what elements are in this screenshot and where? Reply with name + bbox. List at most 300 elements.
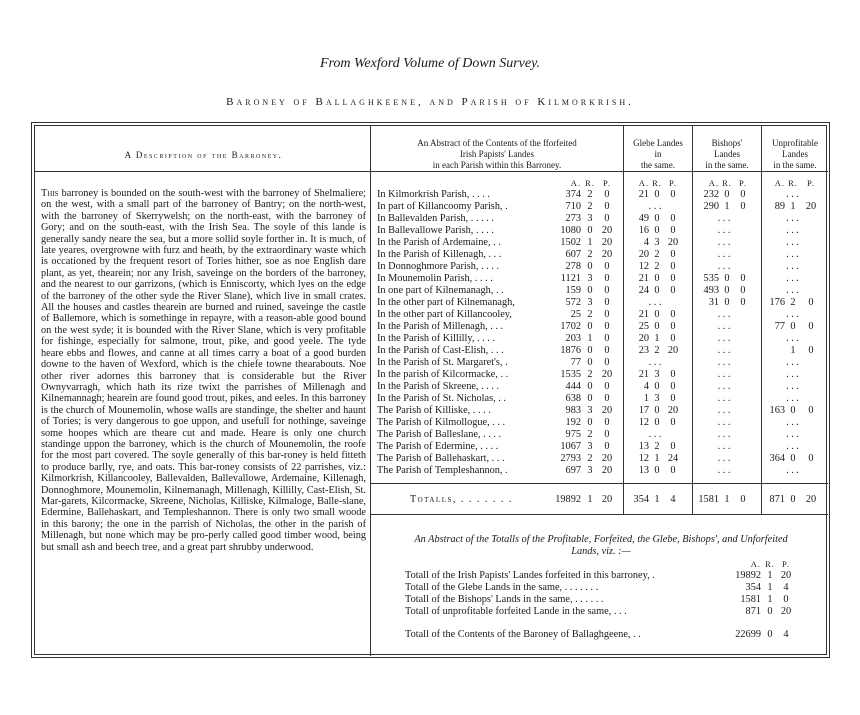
irish-acres: 1535 — [560, 369, 581, 381]
glebe-perches: 20 — [667, 237, 679, 249]
unprof-dots: . . . — [786, 393, 799, 405]
glebe-acres: 12 — [638, 261, 649, 273]
bishops-perches: 0 — [740, 297, 746, 309]
parish-name: In the other part of Kilnemanagh, — [377, 297, 515, 309]
summary-row-acres: 354 — [745, 582, 761, 593]
irish-perches: 0 — [604, 429, 610, 441]
bishops-perches: 0 — [740, 189, 746, 200]
glebe-roods: 1 — [654, 333, 660, 345]
irish-roods: 3 — [587, 213, 593, 225]
abstract-column-heading — [372, 138, 622, 171]
glebe-heading-line: in — [654, 149, 662, 159]
summary-row-perches: 4 — [783, 582, 789, 593]
irish-roods: 0 — [587, 393, 593, 405]
total-bishops-acres: 1581 — [698, 494, 719, 505]
summary-heading — [372, 534, 830, 558]
unit-acres: A. — [774, 178, 785, 188]
summary-row-acres: 871 — [745, 606, 761, 617]
bishops-dots: . . . — [717, 441, 731, 453]
unprof-roods: 0 — [790, 453, 796, 465]
bishops-roods: 1 — [724, 201, 730, 213]
bishops-dots: . . . — [717, 213, 731, 225]
abstract-heading-line: An Abstract of the Contents of the fforfeited — [417, 138, 577, 148]
unprof-dots: . . . — [786, 333, 799, 345]
unprof-dots: . . . — [786, 417, 799, 429]
bishops-perches: 0 — [740, 285, 746, 297]
unprof-dots: . . . — [786, 249, 799, 261]
total-irish-roods: 1 — [587, 494, 593, 505]
bishops-acres: 535 — [703, 273, 719, 285]
glebe-perches: 24 — [667, 453, 679, 465]
irish-perches: 20 — [601, 369, 613, 381]
parish-name: The Parish of Killiske, . . . . — [377, 405, 491, 417]
glebe-perches: 20 — [667, 345, 679, 357]
glebe-roods: 0 — [654, 309, 660, 321]
summary-row-label: Totall of unprofitable forfeited Lande in the same, . . . — [405, 606, 627, 617]
unit-roods: R. — [585, 178, 595, 188]
irish-roods: 0 — [587, 261, 593, 273]
glebe-acres: 49 — [638, 213, 649, 225]
irish-perches: 0 — [604, 309, 610, 321]
parish-name: In part of Killancoomy Parish, . — [377, 201, 508, 213]
parish-name: The Parish of Kilmollogue, . . . — [377, 417, 506, 429]
glebe-roods: 0 — [654, 285, 660, 297]
glebe-roods: 2 — [654, 441, 660, 453]
parish-name: In the Parish of Millenagh, . . . — [377, 321, 504, 333]
bishops-perches: 0 — [740, 273, 746, 285]
glebe-acres: 23 — [638, 345, 649, 357]
bishops-dots: . . . — [717, 465, 731, 477]
irish-perches: 0 — [604, 345, 610, 357]
unprof-roods: 1 — [790, 345, 796, 357]
unprof-perches: 0 — [808, 405, 814, 417]
unprof-roods: 2 — [790, 297, 796, 309]
bishops-dots: . . . — [717, 321, 731, 333]
glebe-acres: 20 — [638, 249, 649, 261]
summary-row-roods: 1 — [767, 582, 773, 593]
irish-acres: 983 — [565, 405, 581, 417]
unit-roods: R. — [722, 178, 732, 188]
unprofitable-column-heading — [762, 138, 828, 171]
bishops-roods: 0 — [724, 297, 730, 309]
unprofitable-heading-line: Landes — [782, 149, 808, 159]
bishops-heading-line: in the same. — [705, 160, 749, 170]
irish-perches: 20 — [601, 453, 613, 465]
unprof-dots: . . . — [786, 465, 799, 477]
glebe-perches: 0 — [670, 261, 676, 273]
irish-roods: 3 — [587, 441, 593, 453]
bishops-dots: . . . — [717, 429, 731, 441]
irish-acres: 77 — [570, 357, 581, 369]
parish-name: In Ballevallowe Parish, . . . . — [377, 225, 494, 237]
glebe-perches: 0 — [670, 273, 676, 285]
unprof-dots: . . . — [786, 189, 799, 200]
parish-name: In the Parish of Ardemaine, . . — [377, 237, 501, 249]
bishops-dots: . . . — [717, 261, 731, 273]
irish-perches: 0 — [604, 261, 610, 273]
irish-perches: 0 — [604, 273, 610, 285]
unprofitable-heading-line: Unprofitable — [772, 138, 818, 148]
glebe-dots: . . . — [648, 201, 662, 213]
totals-label: Totalls, . . . . . . . — [410, 494, 513, 505]
irish-perches: 0 — [604, 201, 610, 213]
glebe-perches: 0 — [670, 309, 676, 321]
parish-name: In Donnoghmore Parish, . . . . — [377, 261, 500, 273]
unprof-perches: 20 — [805, 201, 817, 213]
total-glebe-perches: 4 — [670, 494, 676, 505]
irish-roods: 0 — [587, 417, 593, 429]
description-heading: A Description of the Barroney. — [124, 150, 283, 160]
irish-perches: 0 — [604, 441, 610, 453]
unprof-dots: . . . — [786, 441, 799, 453]
page-title: From Wexford Volume of Down Survey. — [319, 56, 541, 71]
parish-name: The Parish of Edermine, . . . . — [377, 441, 499, 453]
divider-bishops — [692, 126, 693, 514]
unprof-acres: 364 — [769, 453, 785, 465]
irish-perches: 20 — [601, 405, 613, 417]
description-body: barroney is bounded on the south-west with the barroney of Shelmaliere; on the west, with a small part of the barroney of Bantry; on the north-west, with the barroney of Skerrywelsh; on the north-east, with the barroney of Gory; and on the south-east, with the Irish Sea. The soyle of this lande is generally sandy neare the sea, but a more sollid soyle forther in. It is much, of late yeares, overgrowne with furz and heath, by the extraordinary waste which is occationed by the frequent resort of Tories hither, soe as noe English dare plant, as yet, thearein; nor any Irish, saveinge on the borders of the barroney, and the nearest to our garrizons, (which is Enniscorty, which lyes on the edge of the barroney of the other syde the River Slane), which live in small crates. All the houses and castles thearein are burned and ruined, saveinge the castle of Ballemore, which is somethinge in repayre, with a reason-able good bound on the west syde; it is bounded with the River Slane, which is very profitable for fishinge, especially for salmone, trout, pike, and good yeele. The tyde heare ebbs and flowes, and canne at all times carry a boat of a good burden downe to the haven of Wexford, which is the chiefe towne thearabouts. Noe other river adornes this barroney that is considerable but the River Ownyvarragh, which hath its rize twixt the parrishes of Millenagh and Kilnemannagh; hearein are found good trout, pikes, and eeles. In this barroney is the church of Mounemolin, whose walls are standinge, the shelter and haunt of Tories; is very dangerous to goe uppon, and usefull for nothinge, saveinge some hoopes which are theare cut and made. Heare is only one church standinge uppon the barroney, which is the church of Mounemolin, the roofe for the most part covered. The soyle generally of this bar-roney is held fitteth to produce barlly, rye, and oats. This bar-roney consists of 22 parrishes, viz.: Kilmorkrish, Killancooley, Ballevalden, Ballevallowe, Ardemaine, Killenagh, Donnoghmore, Mounemolin, Kilnemanagh, Millenagh, Killilly, Cast-Elish, St. Mar-garets, Kilcormacke, Skreene, Nicholas, Killiske, Kilmaloge, Balle-slane, Edermine, Ballehaskart, and Templeshannon. There is only two small woode in this barony; the one in the parrish of Nicholas, the other in the parish of Millenagh, but none which may be pro-perly called good timber wood, being but small ash and beech tree, and a great part shrubby underwood. — [41, 188, 366, 553]
unprof-dots: . . . — [786, 225, 799, 237]
glebe-acres: 25 — [638, 321, 649, 333]
total-glebe-acres: 354 — [633, 494, 649, 505]
glebe-acres: 17 — [638, 405, 649, 417]
bishops-dots: . . . — [717, 369, 731, 381]
glebe-perches: 0 — [670, 441, 676, 453]
divider-glebe — [623, 126, 624, 514]
unprof-dots: . . . — [786, 273, 799, 285]
irish-acres: 638 — [565, 393, 581, 405]
irish-acres: 710 — [565, 201, 581, 213]
irish-roods: 2 — [587, 429, 593, 441]
irish-roods: 0 — [587, 321, 593, 333]
irish-acres: 374 — [565, 189, 581, 200]
irish-roods: 2 — [587, 453, 593, 465]
summary-row-perches: 0 — [783, 594, 789, 605]
unprof-perches: 0 — [808, 453, 814, 465]
bishops-dots: . . . — [717, 381, 731, 393]
irish-acres: 975 — [565, 429, 581, 441]
unprof-acres: 176 — [769, 297, 785, 309]
glebe-roods: 2 — [654, 249, 660, 261]
bishops-dots: . . . — [717, 345, 731, 357]
irish-acres: 1702 — [560, 321, 581, 333]
bishops-heading-line: Landes — [714, 149, 740, 159]
summary-row-roods: 1 — [767, 570, 773, 581]
glebe-perches: 0 — [670, 381, 676, 393]
irish-roods: 0 — [587, 381, 593, 393]
irish-perches: 0 — [604, 285, 610, 297]
irish-acres: 203 — [565, 333, 581, 345]
glebe-roods: 0 — [654, 417, 660, 429]
glebe-dots: . . . — [648, 297, 662, 309]
unit-roods: R. — [652, 178, 662, 188]
irish-acres: 1080 — [560, 225, 581, 237]
irish-roods: 0 — [587, 357, 593, 369]
irish-acres: 2793 — [560, 453, 581, 465]
irish-roods: 3 — [587, 465, 593, 477]
irish-acres: 1876 — [560, 345, 581, 357]
glebe-heading-line: Glebe Landes — [633, 138, 683, 148]
parish-name: In the Parish of Killenagh, . . . — [377, 249, 502, 261]
page-subtitle: Baroney of Ballaghkeene, and Parish of Kilmorkrish. — [226, 96, 634, 108]
total-bishops-roods: 1 — [724, 494, 730, 505]
glebe-perches: 0 — [670, 285, 676, 297]
parish-name: In Kilmorkrish Parish, . . . . — [377, 189, 490, 200]
irish-acres: 444 — [565, 381, 581, 393]
irish-acres: 278 — [565, 261, 581, 273]
unit-acres: A. — [570, 178, 581, 188]
unprof-dots: . . . — [786, 357, 799, 369]
glebe-acres: 1 — [643, 393, 649, 405]
bishops-dots: . . . — [717, 405, 731, 417]
unprof-dots: . . . — [786, 309, 799, 321]
unit-perches: P. — [603, 178, 611, 188]
irish-perches: 0 — [604, 357, 610, 369]
glebe-acres: 4 — [643, 381, 649, 393]
parish-name: In the Parish of Cast-Elish, . . . — [377, 345, 504, 357]
bishops-dots: . . . — [717, 249, 731, 261]
glebe-roods: 3 — [654, 393, 660, 405]
glebe-dots: . . . — [648, 357, 662, 369]
irish-perches: 0 — [604, 213, 610, 225]
glebe-acres: 21 — [638, 189, 649, 200]
glebe-roods: 2 — [654, 261, 660, 273]
irish-perches: 0 — [604, 393, 610, 405]
total-unprof-acres: 871 — [769, 494, 785, 505]
unprof-acres: 77 — [774, 321, 785, 333]
unit-roods: R. — [788, 178, 798, 188]
summary-row-acres: 19892 — [735, 570, 761, 581]
bishops-dots: . . . — [717, 417, 731, 429]
summary-unit-perches: P. — [782, 559, 790, 569]
unprof-acres: 163 — [769, 405, 785, 417]
glebe-perches: 0 — [670, 225, 676, 237]
unprof-dots: . . . — [786, 213, 799, 225]
irish-roods: 1 — [587, 333, 593, 345]
summary-row-label: Totall of the Bishops' Lands in the same, . . . . . . — [405, 594, 604, 605]
glebe-perches: 0 — [670, 213, 676, 225]
grand-total-label: Totall of the Contents of the Baroney of Ballaghgeene, . . — [405, 629, 641, 640]
unit-perches: P. — [807, 178, 815, 188]
irish-acres: 607 — [565, 249, 581, 261]
unprof-acres: 89 — [774, 201, 785, 213]
survey-table — [34, 125, 827, 655]
unit-acres: A. — [708, 178, 719, 188]
bishops-heading-line: Bishops' — [711, 138, 743, 148]
glebe-acres: 21 — [638, 273, 649, 285]
irish-perches: 0 — [604, 417, 610, 429]
unprof-perches: 0 — [808, 345, 814, 357]
parish-name: In one part of Kilnemanagh, . . — [377, 285, 504, 297]
divider-header — [35, 171, 828, 172]
glebe-perches: 0 — [670, 333, 676, 345]
grand-total-roods: 0 — [767, 629, 773, 640]
unprof-dots: . . . — [786, 285, 799, 297]
total-glebe-roods: 1 — [654, 494, 660, 505]
glebe-roods: 0 — [654, 273, 660, 285]
unprof-dots: . . . — [786, 429, 799, 441]
description-lead: This — [41, 188, 59, 199]
glebe-heading-line: the same. — [641, 160, 675, 170]
unprof-dots: . . . — [786, 261, 799, 273]
glebe-roods: 3 — [654, 369, 660, 381]
parish-name: In the Parish of St. Nicholas, . . — [377, 393, 506, 405]
irish-perches: 20 — [601, 237, 613, 249]
irish-acres: 697 — [565, 465, 581, 477]
glebe-acres: 21 — [638, 369, 649, 381]
glebe-perches: 0 — [670, 393, 676, 405]
bishops-acres: 31 — [708, 297, 719, 309]
bishops-roods: 0 — [724, 189, 730, 200]
glebe-roods: 3 — [654, 237, 660, 249]
description-text — [41, 188, 366, 553]
total-unprof-perches: 20 — [805, 494, 817, 505]
glebe-perches: 0 — [670, 417, 676, 429]
glebe-acres: 24 — [638, 285, 649, 297]
unit-perches: P. — [739, 178, 747, 188]
glebe-perches: 20 — [667, 405, 679, 417]
unprof-dots: . . . — [786, 369, 799, 381]
total-irish-perches: 20 — [601, 494, 613, 505]
glebe-acres: 13 — [638, 465, 649, 477]
irish-roods: 2 — [587, 201, 593, 213]
abstract-heading-line: Irish Papists' Landes — [459, 149, 535, 159]
unit-perches: P. — [669, 178, 677, 188]
survey-table-frame — [31, 122, 830, 658]
summary-unit-acres: A. — [750, 559, 761, 569]
parish-name: In the Parish of Killilly, . . . . — [377, 333, 496, 345]
unprof-dots: . . . — [786, 381, 799, 393]
irish-roods: 3 — [587, 273, 593, 285]
irish-roods: 0 — [587, 285, 593, 297]
glebe-acres: 21 — [638, 309, 649, 321]
bishops-acres: 493 — [703, 285, 719, 297]
glebe-acres: 12 — [638, 417, 649, 429]
glebe-roods: 1 — [654, 453, 660, 465]
parish-name: In Ballevalden Parish, . . . . . — [377, 213, 494, 225]
irish-roods: 1 — [587, 237, 593, 249]
unprof-roods: 0 — [790, 321, 796, 333]
bishops-dots: . . . — [717, 309, 731, 321]
parish-name: In the other part of Killancooley, — [377, 309, 512, 321]
irish-roods: 2 — [587, 369, 593, 381]
irish-perches: 20 — [601, 225, 613, 237]
grand-total-perches: 4 — [783, 629, 789, 640]
irish-perches: 0 — [604, 333, 610, 345]
divider-description — [370, 126, 371, 656]
glebe-perches: 0 — [670, 321, 676, 333]
glebe-roods: 0 — [654, 381, 660, 393]
irish-perches: 0 — [604, 381, 610, 393]
bishops-perches: 0 — [740, 201, 746, 213]
glebe-roods: 0 — [654, 465, 660, 477]
parish-name: The Parish of Balleslane, . . . . — [377, 429, 502, 441]
summary-row-perches: 20 — [780, 570, 792, 581]
grand-total-acres: 22699 — [735, 629, 761, 640]
unprof-perches: 0 — [808, 321, 814, 333]
total-unprof-roods: 0 — [790, 494, 796, 505]
summary-row-label: Totall of the Glebe Lands in the same, . . . . . . . — [405, 582, 599, 593]
glebe-perches: 0 — [670, 189, 676, 200]
irish-perches: 0 — [604, 189, 610, 200]
glebe-column-heading — [624, 138, 692, 171]
unprof-perches: 0 — [808, 297, 814, 309]
glebe-acres: 20 — [638, 333, 649, 345]
bishops-dots: . . . — [717, 393, 731, 405]
parish-name: The Parish of Templeshannon, . — [377, 465, 508, 477]
irish-perches: 20 — [601, 249, 613, 261]
total-irish-acres: 19892 — [555, 494, 581, 505]
irish-roods: 0 — [587, 345, 593, 357]
summary-row-roods: 1 — [767, 594, 773, 605]
irish-acres: 572 — [565, 297, 581, 309]
glebe-perches: 0 — [670, 465, 676, 477]
parish-name: In the parish of Kilcormacke, . . — [377, 369, 509, 381]
glebe-perches: 0 — [670, 369, 676, 381]
unprof-roods: 0 — [790, 405, 796, 417]
glebe-roods: 0 — [654, 405, 660, 417]
glebe-roods: 0 — [654, 213, 660, 225]
summary-heading-line: An Abstract of the Totalls of the Profitable, Forfeited, the Glebe, Bishops', and Unforfeited — [414, 534, 788, 545]
summary-row-label: Totall of the Irish Papists' Landes forfeited in this barroney, . — [405, 570, 655, 581]
irish-roods: 2 — [587, 249, 593, 261]
bishops-dots: . . . — [717, 453, 731, 465]
irish-roods: 0 — [587, 225, 593, 237]
irish-roods: 3 — [587, 405, 593, 417]
bishops-dots: . . . — [717, 237, 731, 249]
summary-unit-roods: R. — [765, 559, 775, 569]
irish-roods: 2 — [587, 309, 593, 321]
glebe-dots: . . . — [648, 429, 662, 441]
bishops-dots: . . . — [717, 333, 731, 345]
irish-acres: 25 — [570, 309, 581, 321]
glebe-acres: 4 — [643, 237, 649, 249]
summary-row-roods: 0 — [767, 606, 773, 617]
summary-row-perches: 20 — [780, 606, 792, 617]
unit-acres: A. — [638, 178, 649, 188]
irish-acres: 192 — [565, 417, 581, 429]
parish-name: The Parish of Ballehaskart, . . . — [377, 453, 505, 465]
irish-acres: 1121 — [560, 273, 581, 285]
irish-perches: 20 — [601, 465, 613, 477]
unprofitable-heading-line: in the same. — [773, 160, 817, 170]
unprof-dots: . . . — [786, 237, 799, 249]
parish-name: In the Parish of St. Margaret's, . — [377, 357, 508, 369]
glebe-roods: 0 — [654, 321, 660, 333]
glebe-perches: 0 — [670, 249, 676, 261]
glebe-acres: 13 — [638, 441, 649, 453]
bishops-column-heading — [693, 138, 761, 171]
irish-perches: 0 — [604, 297, 610, 309]
bishops-acres: 232 — [703, 189, 719, 200]
bishops-acres: 290 — [703, 201, 719, 213]
irish-acres: 1067 — [560, 441, 581, 453]
divider-unprofitable — [761, 126, 762, 514]
bishops-roods: 0 — [724, 285, 730, 297]
irish-roods: 3 — [587, 297, 593, 309]
unprof-roods: 1 — [790, 201, 796, 213]
total-bishops-perches: 0 — [740, 494, 746, 505]
divider-totals-bottom — [370, 514, 828, 515]
glebe-acres: 16 — [638, 225, 649, 237]
glebe-roods: 0 — [654, 189, 660, 200]
irish-acres: 273 — [565, 213, 581, 225]
irish-acres: 159 — [565, 285, 581, 297]
summary-heading-line: Lands, viz. :— — [571, 546, 631, 557]
bishops-dots: . . . — [717, 357, 731, 369]
irish-acres: 1502 — [560, 237, 581, 249]
summary-row-acres: 1581 — [740, 594, 761, 605]
